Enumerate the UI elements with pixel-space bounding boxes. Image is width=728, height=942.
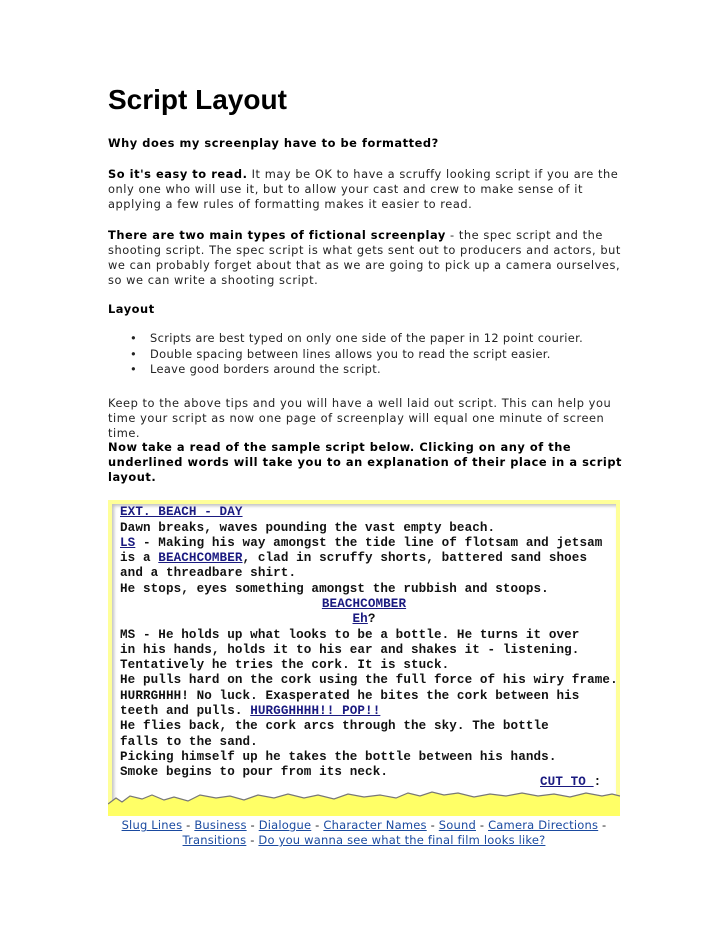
link-separator: -	[246, 833, 259, 847]
script-line: Picking himself up he takes the bottle between his hands.	[120, 750, 557, 764]
script-line: falls to the sand.	[120, 735, 258, 749]
paragraph-sample-intro	[108, 440, 628, 485]
paragraph-tips-summary: Keep to the above tips and you will have a well laid out script. This can help you time your script as now one page of screenplay will equal one minute of screen time.	[108, 396, 612, 440]
script-line-text: is a	[120, 551, 159, 565]
camera-directions-link[interactable]: Camera Directions	[488, 818, 599, 832]
script-line	[120, 551, 587, 565]
script-line: and a threadbare shirt.	[120, 566, 297, 580]
layout-heading	[108, 302, 628, 317]
script-line-text: , clad in scruffy shorts, battered sand shoes	[242, 551, 588, 565]
dialogue-link[interactable]: Eh	[352, 612, 368, 626]
script-line	[120, 704, 380, 718]
paragraph-readability-lead: So it's easy to read.	[108, 167, 248, 181]
slug-line-link[interactable]: EXT. BEACH - DAY	[120, 505, 243, 519]
bullet-icon: •	[130, 331, 138, 345]
paragraph-sample-intro-text: Now take a read of the sample script below. Clicking on any of the underlined words will take you to an explanation of their place in a script layout.	[108, 440, 623, 484]
slug-lines-link[interactable]: Slug Lines	[121, 818, 183, 832]
list-item-text: Double spacing between lines allows you to read the script easier.	[150, 346, 551, 361]
script-dialogue-line	[112, 612, 616, 626]
list-item-text: Scripts are best typed on only one side of the paper in 12 point courier.	[150, 331, 584, 345]
script-line: MS - He holds up what looks to be a bottle. He turns it over	[120, 628, 580, 642]
transition-link[interactable]: CUT TO	[540, 775, 594, 789]
script-character-line	[112, 597, 616, 611]
script-section-links	[108, 818, 620, 848]
bullet-icon: •	[130, 362, 138, 376]
business-link[interactable]: Business	[194, 818, 247, 832]
sample-script-paper	[112, 504, 616, 814]
final-film-link[interactable]: Do you wanna see what the final film looks like?	[258, 833, 546, 847]
dialogue-section-link[interactable]: Dialogue	[258, 818, 312, 832]
script-line: in his hands, holds it to his ear and shakes it - listening.	[120, 643, 580, 657]
paragraph-screenplay-types	[108, 228, 628, 288]
sound-link[interactable]: HURGGHHHH!! POP!!	[250, 704, 381, 718]
question-text: Why does my screenplay have to be formatted?	[108, 136, 439, 150]
paragraph-readability	[108, 167, 628, 212]
torn-paper-edge	[108, 786, 620, 816]
script-line: He flies back, the cork arcs through the sky. The bottle	[120, 719, 549, 733]
list-item	[108, 347, 628, 363]
paragraph-readability-body: It may be OK to have a scruffy looking script if you are the only one who will use it, but to allow your cast and crew to make sense of it applying a few rules of formatting makes it easier to read.	[108, 167, 619, 211]
paragraph-screenplay-types-lead: There are two main types of fictional screenplay	[108, 228, 446, 242]
script-line	[120, 536, 602, 550]
character-cue-link[interactable]: BEACHCOMBER	[321, 597, 407, 611]
question-heading	[108, 136, 628, 151]
script-line: He stops, eyes something amongst the rubbish and stoops.	[120, 582, 549, 596]
script-line-text: ?	[367, 612, 376, 626]
script-line-text: - Making his way amongst the tide line of flotsam and jetsam	[135, 536, 603, 550]
link-separator: -	[476, 818, 489, 832]
script-line: Dawn breaks, waves pounding the vast empty beach.	[120, 521, 496, 535]
camera-direction-link-ls[interactable]: LS	[120, 536, 136, 550]
script-line-text: :	[593, 775, 602, 789]
layout-tips-list	[108, 331, 628, 378]
list-item	[108, 331, 628, 347]
list-item-text: Leave good borders around the script.	[150, 362, 381, 376]
script-line: He pulls hard on the cork using the full force of his wiry frame.	[120, 673, 618, 687]
link-separator: -	[182, 818, 195, 832]
script-line: HURRGHHH! No luck. Exasperated he bites the cork between his	[120, 689, 580, 703]
link-separator: -	[598, 818, 607, 832]
list-item	[108, 362, 628, 378]
script-line: Tentatively he tries the cork. It is stuck.	[120, 658, 450, 672]
link-separator: -	[311, 818, 324, 832]
script-line-text: teeth and pulls.	[120, 704, 251, 718]
link-separator: -	[426, 818, 439, 832]
layout-heading-text: Layout	[108, 302, 155, 316]
script-line	[120, 505, 243, 519]
sound-section-link[interactable]: Sound	[438, 818, 476, 832]
character-name-link[interactable]: BEACHCOMBER	[158, 551, 243, 565]
bullet-icon: •	[130, 346, 138, 361]
character-names-link[interactable]: Character Names	[323, 818, 427, 832]
sample-script-frame	[108, 500, 620, 816]
paragraph-screenplay-types-body: - the spec script and the shooting script. The spec script is what gets sent out to producers and actors, but we can probably forget about that as we are going to pick up a camera ourselves, so we can write a shooting script.	[108, 228, 621, 287]
link-separator: -	[246, 818, 259, 832]
page-title: Script Layout	[108, 84, 287, 115]
script-line: Smoke begins to pour from its neck.	[120, 765, 389, 779]
transitions-link[interactable]: Transitions	[182, 833, 247, 847]
